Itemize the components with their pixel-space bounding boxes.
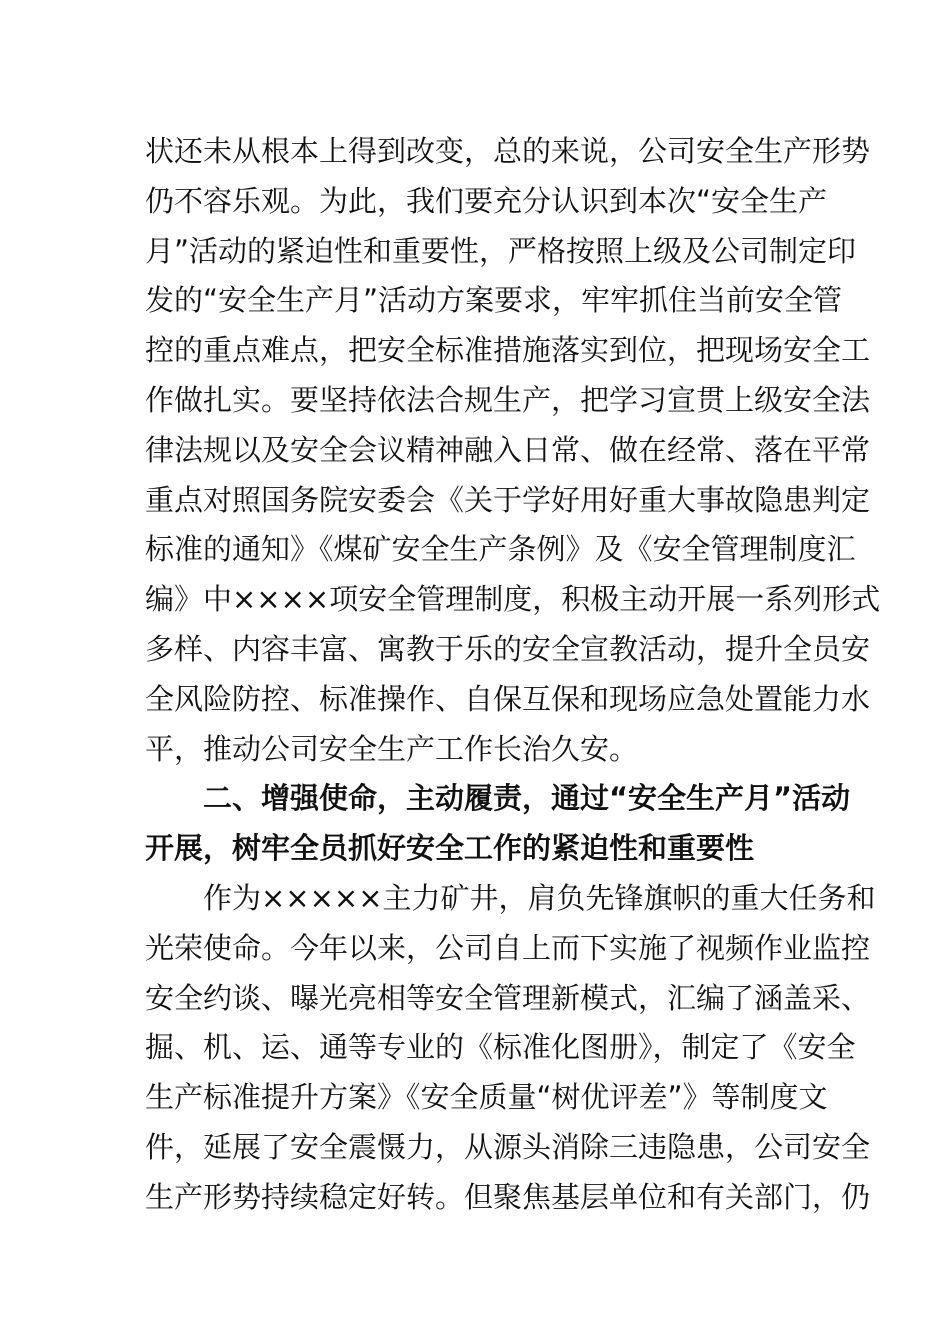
body-line-5: 控的重点难点，把安全标准措施落实到位，把现场安全工 (145, 333, 871, 368)
body-line-4: 发的“安全生产月”活动方案要求，牢牢抓住当前安全管 (145, 283, 843, 318)
body-line-17: 掘、机、运、通等专业的《标准化图册》，制定了《安全 (145, 1030, 856, 1065)
body-line-19: 件，延展了安全震慑力，从源头消除三违隐患，公司安全 (145, 1129, 871, 1164)
body-line-11: 多样、内容丰富、寓教于乐的安全宣教活动，提升全员安 (145, 631, 871, 666)
body-line-18: 生产标准提升方案》《安全质量“树优评差”》等制度文 (145, 1080, 828, 1115)
section-heading-line-2: 开展，树牢全员抓好安全工作的紧迫性和重要性 (145, 831, 755, 866)
body-line-9: 标准的通知》《煤矿安全生产条例》及《安全管理制度汇 (145, 532, 856, 567)
document-body (145, 127, 881, 1223)
body-line-8: 重点对照国务院安委会《关于学好用好重大事故隐患判定 (145, 482, 871, 517)
body-line-16: 安全约谈、曝光亮相等安全管理新模式，汇编了涵盖采、 (145, 980, 871, 1015)
body-line-13: 平，推动公司安全生产工作长治久安。 (145, 731, 639, 766)
body-line-12: 全风险防控、标准操作、自保互保和现场应急处置能力水 (145, 681, 871, 716)
body-line-20: 生产形势持续稳定好转。但聚焦基层单位和有关部门，仍 (145, 1179, 871, 1214)
body-line-14: 作为×××××主力矿井，肩负先锋旗帜的重大任务和 (145, 880, 876, 915)
body-line-15: 光荣使命。今年以来，公司自上而下实施了视频作业监控 (145, 930, 871, 965)
body-line-10: 编》中××××项安全管理制度，积极主动开展一系列形式 (145, 582, 881, 617)
section-heading-line-1: 二、增强使命，主动履责，通过“安全生产月”活动 (145, 781, 851, 816)
body-line-7: 律法规以及安全会议精神融入日常、做在经常、落在平常 (145, 432, 871, 467)
body-line-1: 状还未从根本上得到改变，总的来说，公司安全生产形势 (145, 134, 871, 168)
body-line-6: 作做扎实。要坚持依法合规生产，把学习宣贯上级安全法 (145, 382, 871, 417)
body-line-2: 仍不容乐观。为此，我们要充分认识到本次“安全生产 (145, 183, 828, 218)
body-line-3: 月”活动的紧迫性和重要性，严格按照上级及公司制定印 (145, 233, 857, 268)
